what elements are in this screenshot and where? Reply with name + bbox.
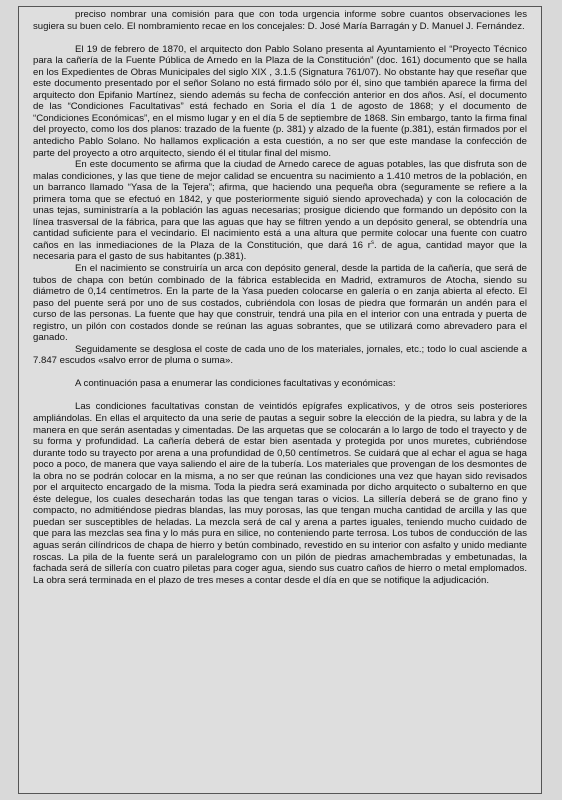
document-page <box>18 6 542 794</box>
water-source-text: En este documento se afirma que la ciudad de Arnedo carece de aguas potables, las que disfruta son de malas condiciones, y las que tiene de mejor calidad se encuentra su nacimiento a 1.410 metros de la población, en un barranco llamado “Yasa de la Tejera”; afirma, que haciendo una pequeña obra (seguramente se refiere a la primera toma que se efectuó en 1842, y que posteriormente siguió siendo aprovechada) y con la colocación de unas tejas, suministraría a la población las aguas necesarias; prosigue diciendo que formando un depósito con la línea trasversal de la fábrica, para que las aguas que hay se filtren yendo a un depósito general, se obtendría una cantidad suficiente para el vecindario. El nacimiento está a una altura que permite colocar una fuente con cuatro caños en las inmediaciones de la Plaza de la Constitución, que dará 16 r <box>33 159 527 251</box>
paragraph-water-source <box>33 159 527 263</box>
paragraph-gap <box>33 367 527 379</box>
paragraph-commission: preciso nombrar una comisión para que con toda urgencia informe sobre cuantos observaciones les sugiera su buen celo. El nombramiento recae en los concejales: D. José María Barragán y D. Manuel J. Fernández. <box>33 9 527 32</box>
paragraph-gap <box>33 390 527 402</box>
paragraph-birth-arca: En el nacimiento se construiría un arca con depósito general, desde la partida de la cañería, que será de tubos de chapa con betún combinado de la fábrica establecida en Madrid, extramuros de Atocha, siendo su diámetro de 0,14 centímetros. En la parte de la Yasa pueden colocarse en galería o en zanja abierta al efecto. El paso del puente será por uno de sus costados, cubriéndola con losas de piedra que formarán un andén para el curso de las personas. La fuente que hay que construir, tendrá una pila en el interior con una entrada y puerta de registro, un pilón con costados donde se reúnan las aguas sobrantes, que se utilizará como abrevadero para el ganado. <box>33 262 527 344</box>
paragraph-conditions-intro: A continuación pasa a enumerar las condiciones facultativas y económicas: <box>75 378 396 390</box>
paragraph-cost: Seguidamente se desglosa el coste de cada uno de los materiales, jornales, etc.; todo lo cual asciende a 7.847 escudos «salvo error de pluma o suma». <box>33 343 527 367</box>
paragraph-gap <box>33 32 527 44</box>
paragraph-solano-project: El 19 de febrero de 1870, el arquitecto don Pablo Solano presenta al Ayuntamiento el “Proyecto Técnico para la cañería de la Fuente Pública de Arnedo en la Plaza de la Constitución” (doc. 161) documento que se halla en los Expedientes de Obras Municipales del siglo XIX , 3.1.5 (Signatura 761/07). No obstante hay que reseñar que este documento presentado por el señor Solano no está firmado sólo por él, sino que también aparece la firma del arquitecto don Epifanio Martínez, siendo además su fecha de confección anterior en dos años. Así, el documento de las “Condiciones Facultativas” está fechado en Soria el día 1 de agosto de 1868; y el documento de “Condiciones Económicas”, en el mismo lugar y en el día 5 de septiembre de 1868. Sin embargo, tanto la firma final del proyecto, como los dos planos: trazado de la fuente (p. 381) y alzado de la fuente (p.381), están firmados por el antedicho Pablo Solano. No hallamos explicación a esta cuestión, a no ser que este mandase la confección de parte del proyecto a otro arquitecto, siendo él el titular final del mismo. <box>33 43 527 159</box>
paragraph-technical-conditions: Las condiciones facultativas constan de veintidós epígrafes explicativos, y de otros seis posteriores ampliándolas. En ellas el arquitecto da una serie de pautas a seguir sobre la elección de la piedra, su labra y de la manera en que serán asentadas y cimentadas. De las arquetas que se colocarán a lo largo de todo el trayecto y de su forma y profundidad. La cañería deberá de estar bien asentada y protegida por unos muretes, cubriéndose durante todo su trayecto por arena a una profundidad de 0,50 centímetros. Se cuidará que al echar el agua se haga poco a poco, de manera que vaya saliendo el aire de la tubería. Los materiales que provengan de los desmontes de la obra no se podrán colocar en la misma, a no ser que reúnan las condiciones una vez que hayan sido revisados por el arquitecto encargado de la misma. Toda la piedra será examinada por dicho arquitecto o subalterno en que éste delegue, los cuales desecharán todas las que tengan taras o vicios. La sillería deberá se de grano fino y compacto, no admitiéndose piedras blandas, las muy porosas, las que tengan mucha cantidad de arcilla y las que puedan ser susceptibles de heladas. La mezcla será de cal y arena a partes iguales, teniendo mucho cuidado de que para las mezclas sea fina y lo más pura en silice, no conteniendo parte terrosa. Los tubos de conducción de las aguas serán cilíndricos de chapa de hierro y betún combinado, revestido en su interior con asfalto y unido mediante roscas. La pila de la fuente será un paralelogramo con un pilón de piedras amachembradas y embetunadas, la fachada será de sillería con cuatro piletas para coger agua, siendo sus cuatro caños de hierro o metal emplomados. La obra será terminada en el plazo de tres meses a contar desde el día en que se notifique la adjudicación. <box>33 401 527 586</box>
water-source-text-end: . de agua, cantidad mayor que la necesaria para el gasto de sus habitantes (p.381). <box>33 239 527 263</box>
superscript-s: s <box>371 239 375 246</box>
